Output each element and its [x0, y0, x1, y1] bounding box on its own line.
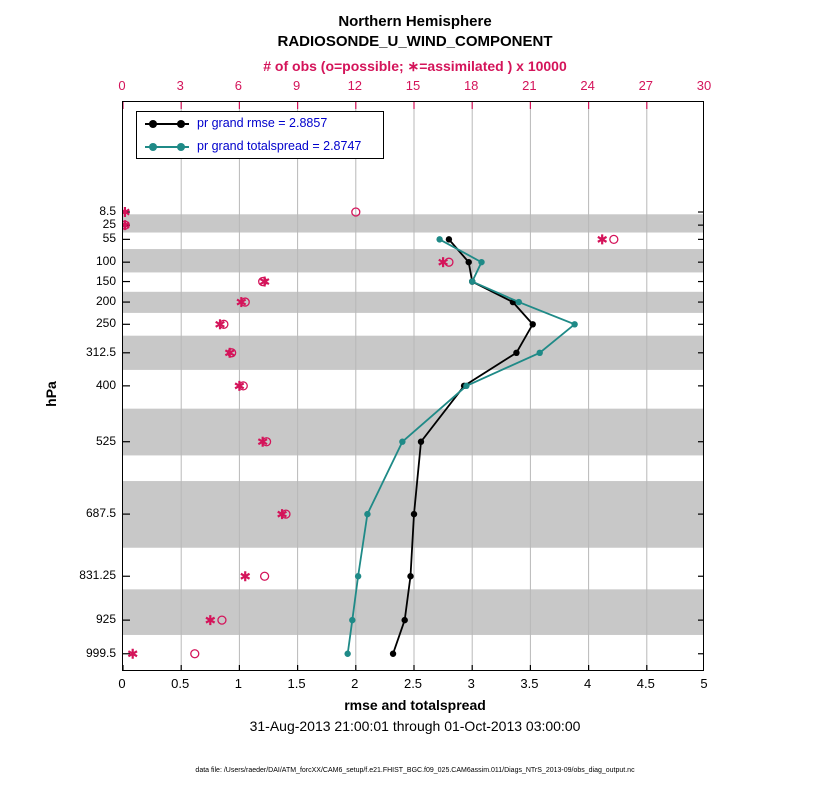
top-tick-label: 30 — [696, 78, 712, 93]
legend-label-rmse: pr grand rmse = 2.8857 — [197, 116, 328, 130]
bottom-tick-label: 3 — [467, 676, 475, 691]
y-tick-label: 687.5 — [85, 506, 116, 521]
vertical-gridlines — [181, 102, 647, 671]
datafile-caption: data file: /Users/raeder/DAI/ATM_forcXX/CAM6_setup/f.e21.FHIST_BGC.f09_025.CAM6assim.011/Diags_NTrS_2013-09/obs_diag_output.nc — [195, 767, 635, 774]
date-range-caption: 31-Aug-2013 21:00:01 through 01-Oct-2013 03:00:00 — [249, 718, 581, 734]
bottom-tick-label: 2.5 — [403, 676, 423, 691]
top-tick-label: 0 — [118, 78, 126, 93]
bottom-tick-label: 3.5 — [520, 676, 539, 691]
legend-marker-totalspread-left — [149, 143, 157, 151]
top-tick-label: 21 — [522, 78, 537, 93]
top-tick-label: 6 — [234, 78, 243, 93]
y-tick-label: 831.25 — [79, 568, 116, 583]
y-tick-label: 400 — [95, 377, 116, 392]
y-tick-label: 250 — [95, 316, 116, 331]
top-tick-label: 18 — [463, 78, 479, 93]
x-axis-title: rmse and totalspread — [344, 697, 486, 713]
y-tick-label: 925 — [95, 612, 116, 627]
chart-title — [0, 12, 830, 52]
top-tick-label: 24 — [580, 78, 595, 93]
top-tick-label: 27 — [638, 78, 654, 93]
plot-area — [122, 101, 704, 671]
bottom-tick-label: 1 — [234, 676, 243, 691]
top-tick-label: 15 — [405, 78, 421, 93]
title-line-1: Northern Hemisphere — [338, 13, 492, 30]
y-tick-label: 312.5 — [85, 344, 116, 359]
bottom-tick-label: 0.5 — [171, 676, 190, 691]
legend-label-totalspread: pr grand totalspread = 2.8747 — [197, 139, 362, 153]
title-line-2: RADIOSONDE_U_WIND_COMPONENT — [277, 33, 553, 50]
top-tick-label: 12 — [347, 78, 363, 93]
y-tick-label: 150 — [95, 273, 116, 288]
y-axis-title: hPa — [42, 381, 59, 407]
y-tick-label: 999.5 — [85, 645, 116, 660]
bottom-tick-label: 0 — [118, 676, 126, 691]
y-tick-label: 525 — [95, 433, 116, 448]
legend-marker-totalspread-right — [177, 143, 185, 151]
y-tick-label: 200 — [95, 294, 116, 309]
top-axis-title: # of obs (o=possible; ∗=assimilated ) x 10000 — [263, 58, 567, 74]
top-tick-label: 9 — [292, 78, 301, 93]
bottom-tick-label: 4.5 — [636, 676, 655, 691]
bottom-tick-label: 5 — [700, 676, 708, 691]
legend-marker-rmse-right — [177, 120, 185, 128]
legend-item-totalspread — [137, 135, 383, 159]
plot-overlay — [123, 102, 704, 671]
bottom-tick-label: 4 — [583, 676, 592, 691]
legend-marker-rmse-left — [149, 120, 157, 128]
legend-item-rmse — [137, 112, 383, 136]
y-tick-label: 55 — [102, 231, 116, 246]
y-tick-label: 8.5 — [99, 204, 116, 218]
bottom-tick-label: 2 — [351, 676, 359, 691]
top-tick-label: 3 — [176, 78, 184, 93]
legend — [136, 111, 384, 159]
y-tick-label: 25 — [102, 217, 116, 232]
bottom-tick-label: 1.5 — [287, 676, 306, 691]
y-tick-label: 100 — [95, 254, 116, 269]
